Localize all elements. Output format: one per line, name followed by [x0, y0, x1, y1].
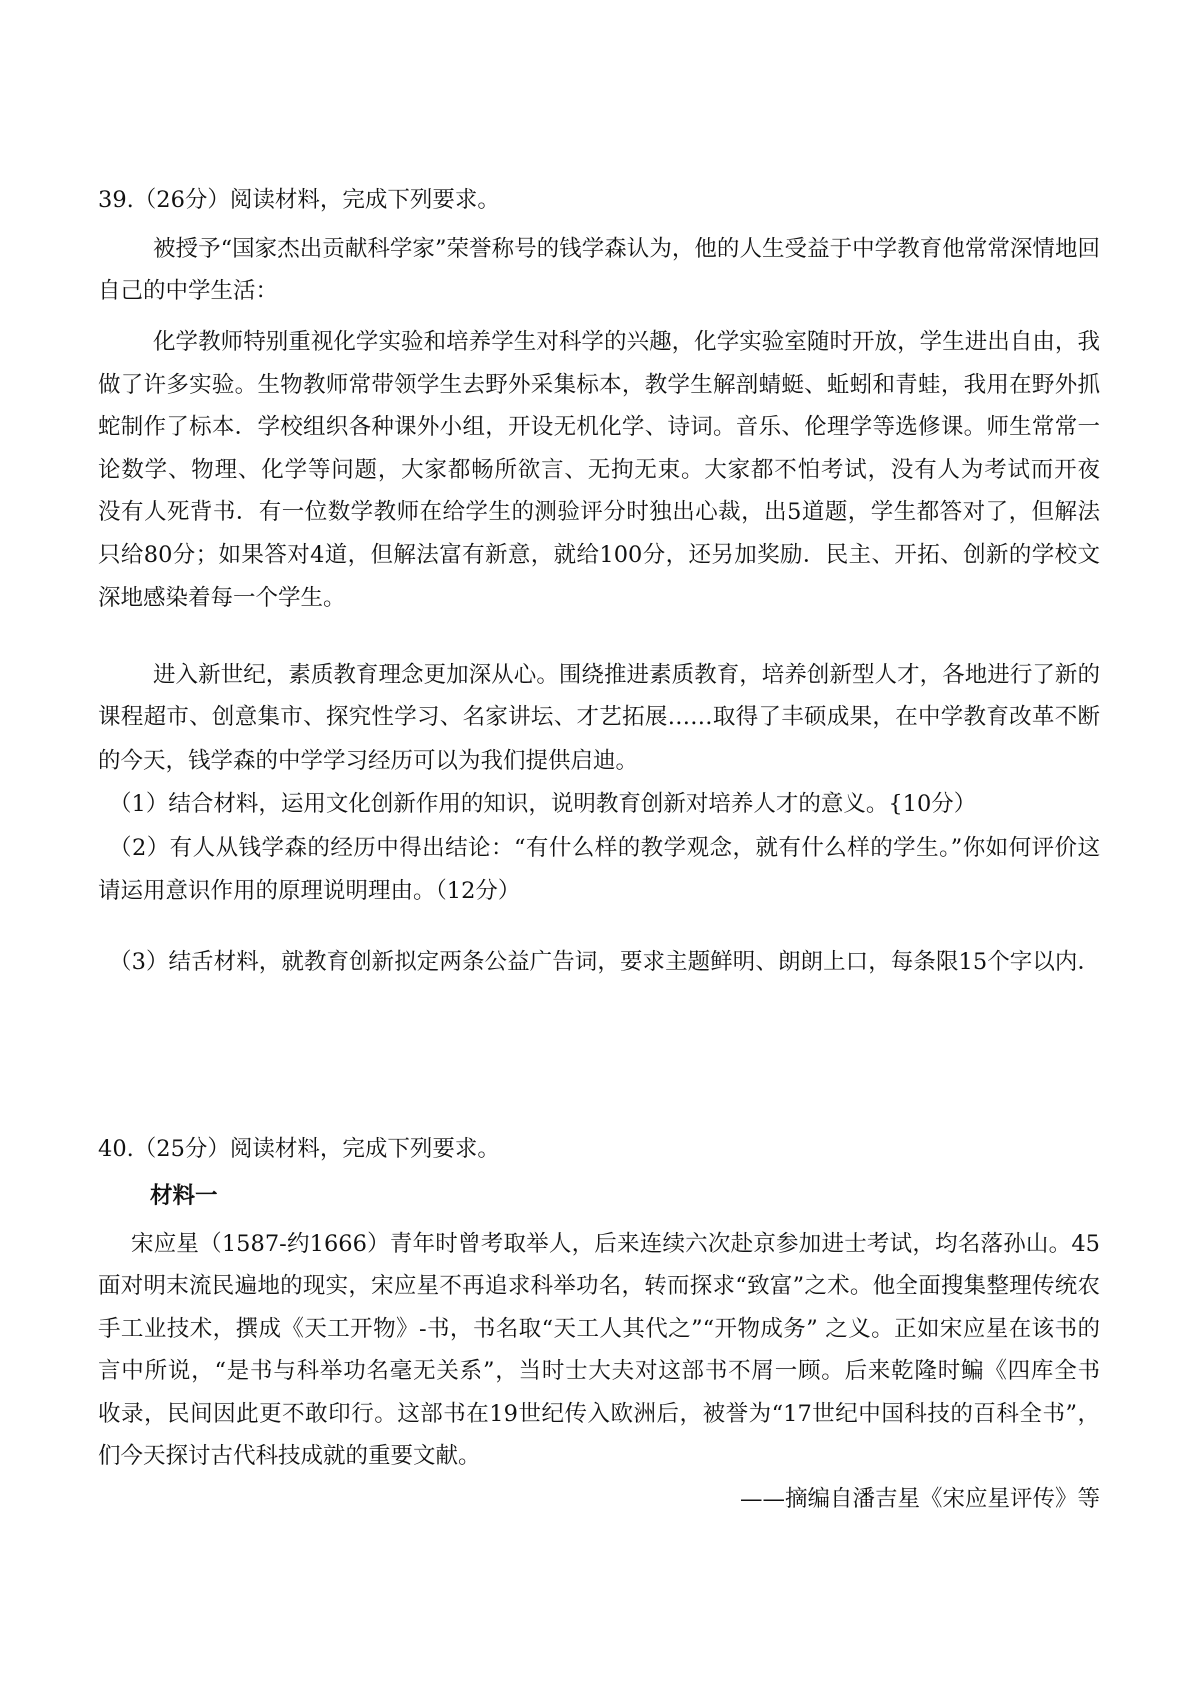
context-line: 的今天，钱学森的中学学习经历可以为我们提供启迪。 [98, 748, 639, 774]
question-40-header: 40.（25分）阅读材料，完成下列要求。 [98, 1136, 500, 1162]
memoir-line: 没有人死背书．有一位数学教师在给学生的测验评分时独出心裁，出5道题，学生都答对了，但解法 [98, 499, 1100, 525]
memoir-line: 蛇制作了标本．学校组织各种课外小组，开设无机化学、诗词。音乐、伦理学等选修课。师生常常一 [98, 414, 1100, 440]
material-line: 宋应星（1587-约1666）青年时曾考取举人，后来连续六次赴京参加进士考试，均名落孙山。45 [131, 1231, 1100, 1257]
memoir-line: 论数学、物理、化学等问题，大家都畅所欲言、无拘无束。大家都不怕考试，没有人为考试而开夜 [98, 457, 1100, 483]
question-39-header: 39.（26分）阅读材料，完成下列要求。 [98, 187, 500, 213]
context-line: 进入新世纪，素质教育理念更加深从心。围绕推进素质教育，培养创新型人才，各地进行了新的 [153, 662, 1100, 688]
material-line: 收录，民间因此更不敢印行。这部书在19世纪传入欧洲后，被誉为“17世纪中国科技的百科全书”， [98, 1401, 1100, 1427]
material-line: 面对明末流民遍地的现实，宋应星不再追求科举功名，转而探求“致富”之术。他全面搜集整理传统农 [98, 1273, 1100, 1299]
intro-line: 被授予“国家杰出贡献科学家”荣誉称号的钱学森认为，他的人生受益于中学教育他常常深情地回 [153, 236, 1100, 262]
context-line: 课程超市、创意集市、探究性学习、名家讲坛、才艺拓展……取得了丰硕成果，在中学教育改革不断 [98, 704, 1100, 730]
material-line: 手工业技术，撰成《天工开物》-书，书名取“天工人其代之”“开物成务” 之义。正如宋应星在该书的 [98, 1316, 1100, 1342]
sub-question-2: （2）有人从钱学森的经历中得出结论：“有什么样的教学观念，就有什么样的学生。”你如何评价这 [109, 835, 1100, 861]
sub-question-3: （3）结舌材料，就教育创新拟定两条公益广告词，要求主题鲜明、朗朗上口，每条限15个字以内． [109, 949, 1100, 975]
sub-question-1: （1）结合材料，运用文化创新作用的知识，说明教育创新对培养人才的意义。{10分） [109, 791, 977, 817]
memoir-line: 深地感染着每一个学生。 [98, 585, 346, 611]
memoir-line: 只给80分；如果答对4道，但解法富有新意，就给100分，还另加奖励．民主、开拓、创新的学校文 [98, 542, 1100, 568]
material-line: 言中所说，“是书与科举功名毫无关系”，当时士大夫对这部书不屑一顾。后来乾隆时鳊《四库全书 [98, 1358, 1100, 1384]
memoir-line: 化学教师特别重视化学实验和培养学生对科学的兴趣，化学实验室随时开放，学生进出自由，我 [153, 329, 1100, 355]
material-title: 材料一 [150, 1183, 218, 1209]
intro-line: 自己的中学生活： [98, 278, 279, 304]
source-attribution: ——摘编自潘吉星《宋应星评传》等 [739, 1486, 1100, 1512]
sub-question-2-cont: 请运用意识作用的原理说明理由。（12分） [98, 878, 521, 904]
memoir-line: 做了许多实验。生物教师常带领学生去野外采集标本，教学生解剖蜻蜓、蚯蚓和青蛙，我用在野外抓 [98, 372, 1100, 398]
material-line: 们今天探讨古代科技成就的重要文献。 [98, 1443, 481, 1469]
